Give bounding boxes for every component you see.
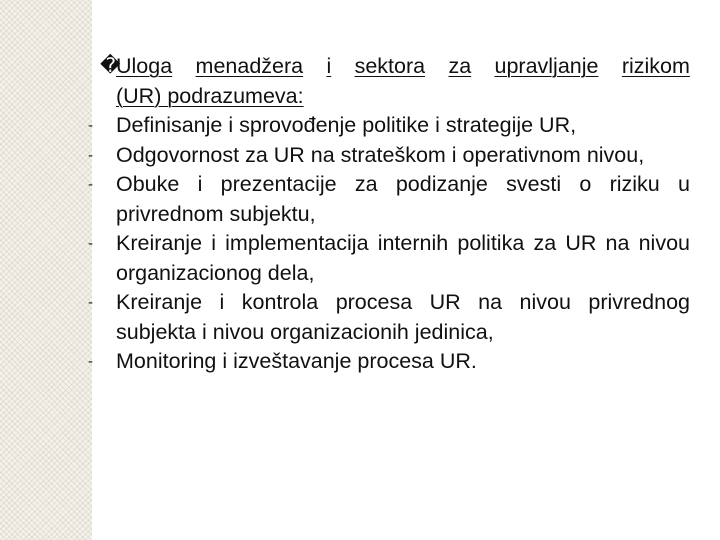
heading-second-line: (UR) podrazumeva: bbox=[116, 83, 304, 108]
list-item-text: Monitoring i izveštavanje procesa UR. bbox=[116, 349, 477, 373]
list-item bbox=[88, 347, 690, 377]
list-item bbox=[88, 111, 690, 141]
list-item bbox=[88, 170, 690, 229]
heading-first-line bbox=[116, 52, 690, 82]
list-item-text: Kreiranje i kontrola procesa UR na nivou privrednog subjekta i nivou organizacionih jedinica, bbox=[116, 290, 690, 344]
dash-bullet-icon: - bbox=[88, 176, 93, 193]
list-item bbox=[88, 141, 690, 171]
dash-bullet-icon: - bbox=[88, 117, 93, 134]
dash-bullet-icon: - bbox=[88, 146, 93, 164]
heading-bullet-icon: � bbox=[100, 55, 121, 77]
list-item bbox=[88, 229, 690, 288]
heading-word: sektora bbox=[354, 54, 426, 78]
bullet-list bbox=[88, 111, 690, 377]
heading-word: menadžera bbox=[195, 54, 304, 78]
slide-heading bbox=[100, 52, 690, 111]
heading-word: rizikom bbox=[621, 54, 690, 78]
list-item-text: Odgovornost za UR na strateškom i operativnom nivou, bbox=[116, 142, 645, 167]
heading-word: za bbox=[448, 54, 472, 78]
list-item-text: Kreiranje i implementacija internih politika za UR na nivou organizacionog dela, bbox=[116, 231, 690, 285]
slide-content bbox=[88, 52, 690, 377]
dash-bullet-icon: - bbox=[88, 235, 93, 252]
heading-word: Uloga bbox=[116, 54, 173, 78]
list-item-text: Obuke i prezentacije za podizanje svesti o riziku u privrednom subjektu, bbox=[116, 172, 690, 226]
list-item bbox=[88, 288, 690, 347]
list-item-text: Definisanje i sprovođenje politike i strategije UR, bbox=[116, 113, 577, 137]
dash-bullet-icon: - bbox=[88, 353, 93, 370]
heading-word: i bbox=[326, 54, 332, 78]
decorative-left-strip bbox=[0, 0, 92, 540]
heading-word: upravljanje bbox=[494, 54, 599, 78]
dash-bullet-icon: - bbox=[88, 294, 93, 311]
